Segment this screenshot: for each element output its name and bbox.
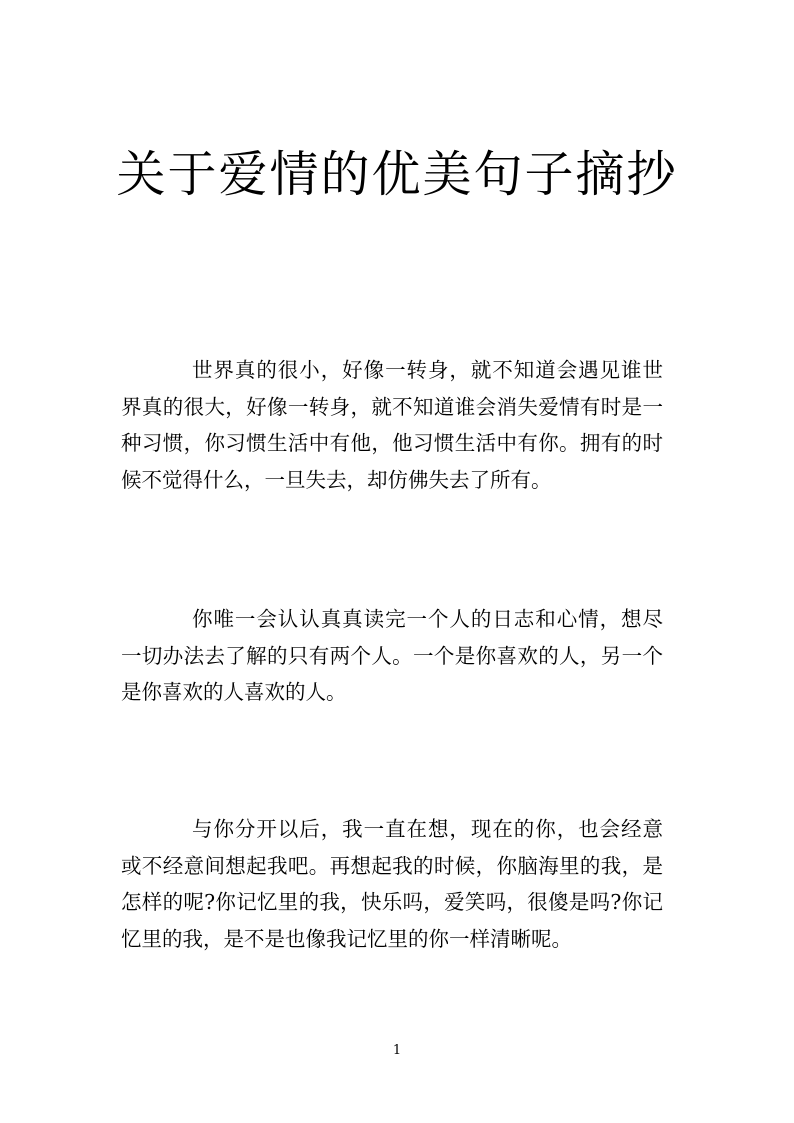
paragraph-1: 世界真的很小，好像一转身，就不知道会遇见谁世界真的很大，好像一转身，就不知道谁会消失爱情有时是一种习惯，你习惯生活中有他，他习惯生活中有你。拥有的时候不觉得什么，一旦失去，却仿佛失去了所有。 <box>121 358 663 492</box>
document-title: 关于爱情的优美句子摘抄 <box>116 146 678 203</box>
paragraph-3: 与你分开以后，我一直在想，现在的你，也会经意或不经意间想起我吧。再想起我的时候，你脑海里的我，是怎样的呢?你记忆里的我，快乐吗，爱笑吗，很傻是吗?你记忆里的我，是不是也像我记忆里的你一样清晰呢。 <box>121 817 663 951</box>
page-number: 1 <box>392 1043 402 1058</box>
paragraph-2: 你唯一会认认真真读完一个人的日志和心情，想尽一切办法去了解的只有两个人。一个是你喜欢的人，另一个是你喜欢的人喜欢的人。 <box>121 607 663 704</box>
